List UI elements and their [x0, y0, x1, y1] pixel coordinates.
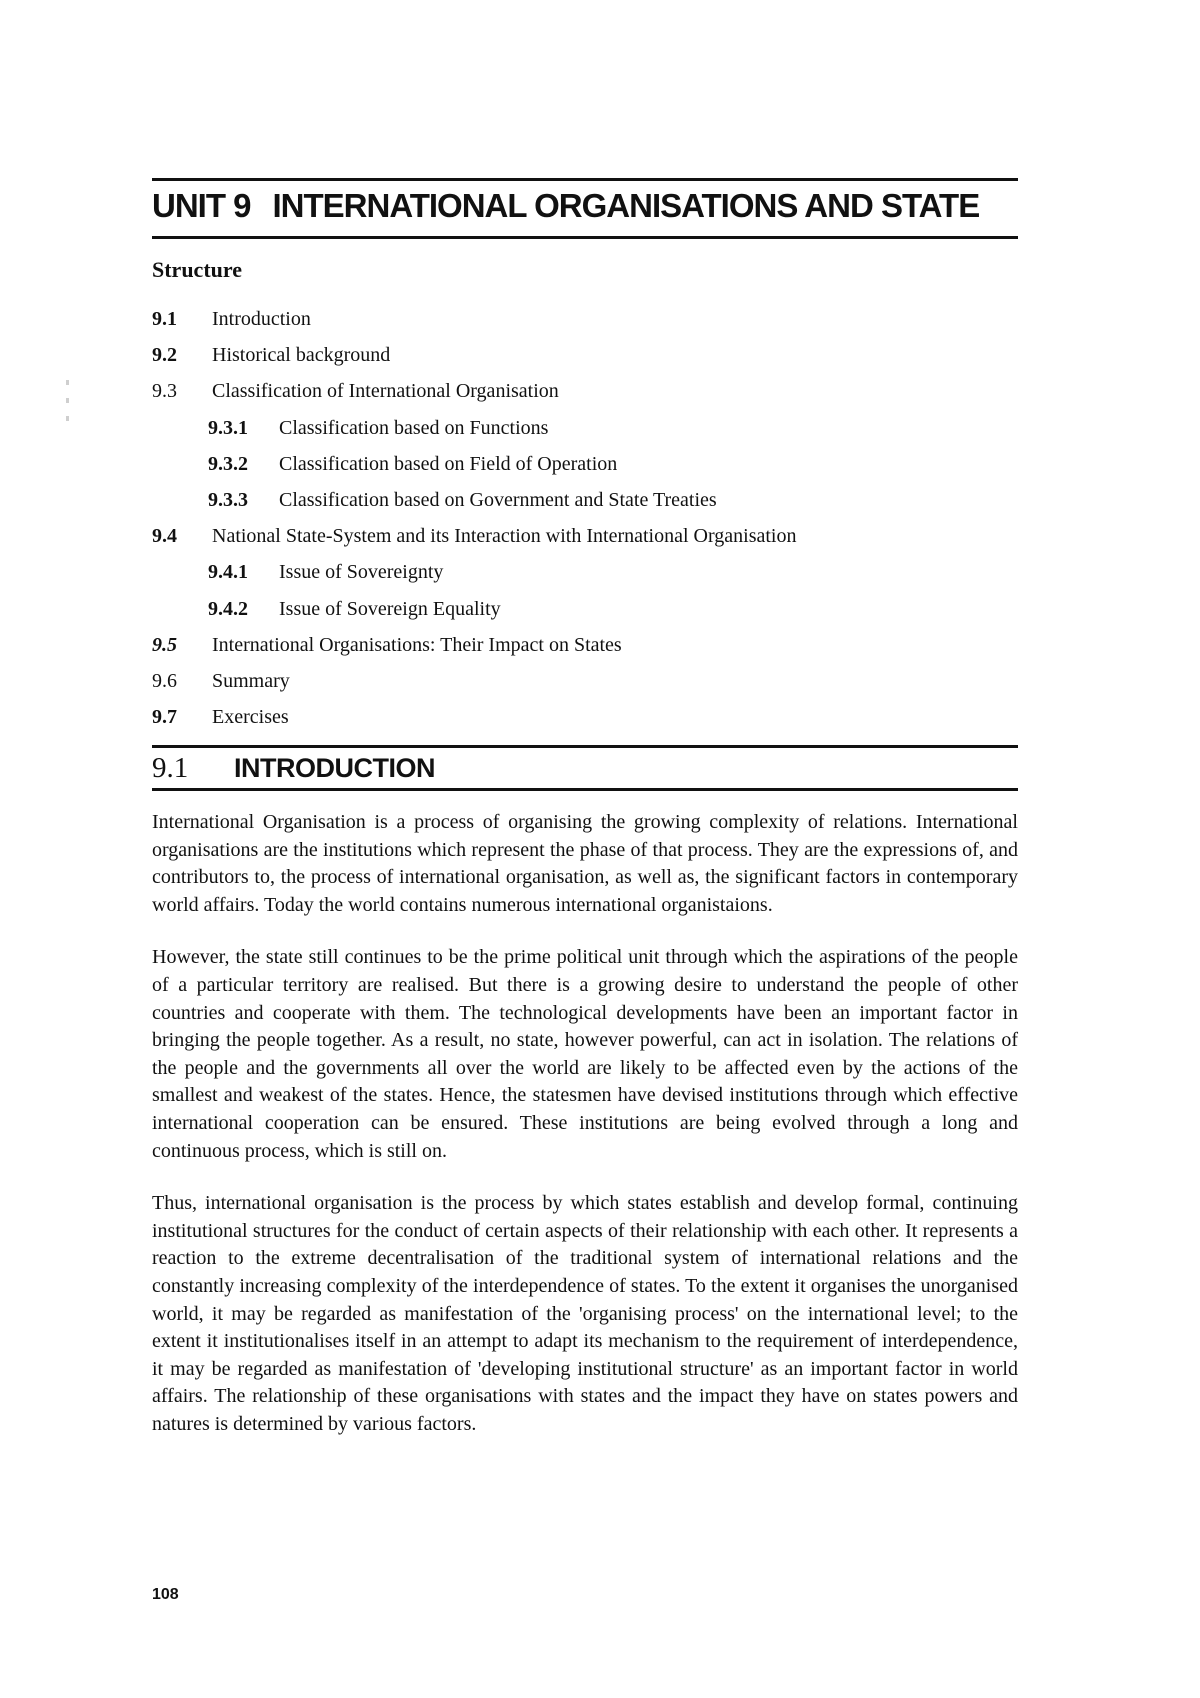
title-bottom-rule	[152, 236, 1018, 239]
toc-item-number: 9.5	[152, 633, 177, 656]
section-title: INTRODUCTION	[234, 753, 435, 783]
toc-item	[152, 627, 1018, 663]
toc-item-title: Historical background	[212, 344, 391, 367]
toc-item-number: 9.4.1	[208, 561, 248, 584]
structure-heading: Structure	[152, 257, 243, 282]
toc-item-title: Introduction	[212, 308, 311, 330]
page-number: 108	[152, 1586, 179, 1603]
section-top-rule	[152, 745, 1018, 748]
section-body	[152, 809, 1018, 1463]
paragraph: However, the state still continues to be the prime political unit through which the aspirations of the people of a particular territory are realised. But there is a growing desire to understand the people of other countries and cooperate with them. The technological developments have been an important factor in bringing the people together. As a result, no state, however powerful, can act in isolation. The relations of the people and the governments all over the world are likely to be affected even by the actions of the smallest and weakest of the states. Hence, the statesmen have devised institutions through which effective international cooperation can be ensured. These institutions are being evolved through a long and continuous process, which is still on.	[152, 946, 1018, 1162]
toc-item-title: Classification based on Functions	[279, 416, 549, 439]
toc-item-number: 9.4	[152, 525, 177, 548]
toc-item-number: 9.3.1	[208, 416, 248, 439]
toc-item-title: Classification based on Government and State Treaties	[279, 488, 717, 511]
toc-subitem	[152, 554, 1018, 590]
unit-title-text: INTERNATIONAL ORGANISATIONS AND STATE	[272, 187, 980, 224]
toc-item-number: 9.6	[152, 669, 177, 692]
section-number: 9.1	[152, 752, 189, 784]
toc-subitem	[152, 482, 1018, 518]
toc-item-title: Exercises	[212, 706, 289, 729]
toc-item-number: 9.4.2	[208, 597, 248, 620]
toc-item	[152, 301, 1018, 337]
toc-item-title: Issue of Sovereign Equality	[279, 597, 501, 620]
toc-item-title: Classification of International Organisation	[212, 380, 559, 403]
section-heading	[152, 752, 1018, 785]
toc-item	[152, 518, 1018, 554]
toc-item-title: International Organisations: Their Impact on States	[212, 633, 622, 656]
structure-list	[152, 301, 1018, 735]
unit-title	[152, 187, 1018, 225]
toc-subitem	[152, 591, 1018, 627]
toc-item-title: Classification based on Field of Operation	[279, 452, 618, 475]
title-top-rule	[152, 178, 1018, 181]
toc-item-title: National State-System and its Interaction with International Organisation	[212, 525, 797, 548]
toc-item-number: 9.3	[152, 380, 177, 403]
toc-item-title: Summary	[212, 669, 290, 692]
toc-subitem	[152, 410, 1018, 446]
toc-item-number: 9.7	[152, 706, 177, 729]
toc-item	[152, 337, 1018, 373]
toc-item	[152, 373, 1018, 409]
toc-item	[152, 699, 1018, 735]
toc-item-number: 9.2	[152, 344, 177, 367]
toc-item	[152, 663, 1018, 699]
toc-item-title: Issue of Sovereignty	[279, 561, 444, 584]
scan-margin-marks	[66, 380, 70, 426]
section-bottom-rule	[152, 788, 1018, 791]
toc-item-number: 9.1	[152, 308, 177, 330]
paragraph: Thus, international organisation is the process by which states establish and develop formal, continuing institutional structures for the conduct of certain aspects of their relationship with each other. It represents a reaction to the extreme decentralisation of the traditional system of international relations and the constantly increasing complexity of the interdependence of states. To the extent it organises the unorganised world, it may be regarded as manifestation of the 'organising process' on the international level; to the extent it institutionalises itself in an attempt to adapt its mechanism to the requirement of interdependence, it may be regarded as manifestation of 'developing institutional structure' as an important factor in world affairs. The relationship of these organisations with states and the impact they have on states powers and natures is determined by various factors.	[152, 1192, 1018, 1435]
toc-subitem	[152, 446, 1018, 482]
unit-number: UNIT 9	[152, 187, 251, 224]
toc-item-number: 9.3.3	[208, 488, 248, 511]
paragraph: International Organisation is a process of organising the growing complexity of relations. International organisations are the institutions which represent the phase of that process. They are the expressions of, and contributors to, the process of international organisation, as well as, the significant factors in contemporary world affairs. Today the world contains numerous international organistaions.	[152, 811, 1018, 916]
toc-item-number: 9.3.2	[208, 452, 248, 475]
